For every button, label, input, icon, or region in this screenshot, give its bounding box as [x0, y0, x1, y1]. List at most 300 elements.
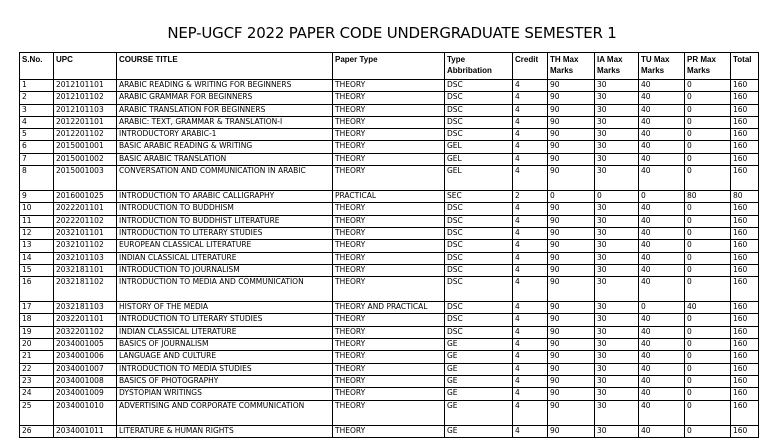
- table-cell: 24: [20, 388, 54, 400]
- column-header: PR Max Marks: [685, 53, 731, 80]
- table-cell: 40: [639, 326, 685, 338]
- table-cell: THEORY: [333, 92, 445, 104]
- table-cell: 4: [513, 227, 548, 239]
- table-cell: 160: [731, 80, 759, 92]
- table-cell: 2012101102: [54, 92, 117, 104]
- table-cell: THEORY: [333, 339, 445, 351]
- table-cell: 40: [639, 400, 685, 425]
- table-row: [20, 129, 759, 141]
- table-cell: 2032201102: [54, 326, 117, 338]
- table-cell: 0: [548, 191, 595, 203]
- table-cell: 2022201102: [54, 215, 117, 227]
- table-cell: 9: [20, 191, 54, 203]
- table-cell: DYSTOPIAN WRITINGS: [117, 388, 333, 400]
- table-cell: GE: [445, 400, 513, 425]
- table-row: [20, 277, 759, 302]
- table-cell: 80: [731, 191, 759, 203]
- table-cell: 30: [595, 302, 639, 314]
- table-cell: ARABIC READING & WRITING FOR BEGINNERS: [117, 80, 333, 92]
- table-cell: GE: [445, 375, 513, 387]
- table-cell: 40: [639, 351, 685, 363]
- column-header: Credit: [513, 53, 548, 80]
- table-cell: 90: [548, 425, 595, 437]
- table-cell: 160: [731, 363, 759, 375]
- table-cell: DSC: [445, 277, 513, 302]
- table-cell: 23: [20, 375, 54, 387]
- table-cell: INTRODUCTION TO LITERARY STUDIES: [117, 314, 333, 326]
- table-cell: 160: [731, 277, 759, 302]
- table-cell: 30: [595, 375, 639, 387]
- table-cell: CONVERSATION AND COMMUNICATION IN ARABIC: [117, 166, 333, 191]
- table-cell: 2015001001: [54, 141, 117, 153]
- table-cell: 30: [595, 104, 639, 116]
- table-cell: 1: [20, 80, 54, 92]
- table-cell: 90: [548, 252, 595, 264]
- table-cell: 40: [639, 203, 685, 215]
- table-cell: 0: [685, 388, 731, 400]
- table-row: [20, 351, 759, 363]
- table-cell: 2034001005: [54, 339, 117, 351]
- table-cell: ARABIC TRANSLATION FOR BEGINNERS: [117, 104, 333, 116]
- table-cell: 30: [595, 277, 639, 302]
- table-row: [20, 153, 759, 165]
- table-cell: 0: [685, 264, 731, 276]
- table-cell: 4: [513, 302, 548, 314]
- table-cell: LANGUAGE AND CULTURE: [117, 351, 333, 363]
- table-cell: 4: [513, 351, 548, 363]
- table-cell: 90: [548, 302, 595, 314]
- table-cell: 30: [595, 92, 639, 104]
- table-cell: 30: [595, 215, 639, 227]
- table-cell: 4: [513, 264, 548, 276]
- table-cell: 6: [20, 141, 54, 153]
- page-title: NEP-UGCF 2022 PAPER CODE UNDERGRADUATE SEMESTER 1: [167, 24, 617, 42]
- table-cell: INTRODUCTION TO BUDDHIST LITERATURE: [117, 215, 333, 227]
- table-cell: 0: [685, 153, 731, 165]
- table-cell: 2032181102: [54, 277, 117, 302]
- table-row: [20, 252, 759, 264]
- table-row: [20, 363, 759, 375]
- table-cell: 2034001009: [54, 388, 117, 400]
- table-cell: ADVERTISING AND CORPORATE COMMUNICATION: [117, 400, 333, 425]
- table-cell: DSC: [445, 116, 513, 128]
- table-cell: 4: [513, 388, 548, 400]
- table-cell: 90: [548, 141, 595, 153]
- table-cell: 40: [639, 129, 685, 141]
- table-cell: 90: [548, 363, 595, 375]
- table-cell: 160: [731, 153, 759, 165]
- table-cell: GE: [445, 339, 513, 351]
- table-cell: 160: [731, 203, 759, 215]
- table-row: [20, 116, 759, 128]
- table-cell: 30: [595, 153, 639, 165]
- table-cell: 4: [513, 240, 548, 252]
- table-cell: 4: [513, 326, 548, 338]
- table-cell: THEORY: [333, 227, 445, 239]
- table-cell: 0: [685, 400, 731, 425]
- table-cell: 0: [685, 252, 731, 264]
- table-cell: 4: [513, 129, 548, 141]
- table-cell: 40: [685, 302, 731, 314]
- table-cell: 40: [639, 104, 685, 116]
- table-row: [20, 215, 759, 227]
- table-cell: 8: [20, 166, 54, 191]
- table-cell: 30: [595, 252, 639, 264]
- table-cell: 21: [20, 351, 54, 363]
- table-row: [20, 375, 759, 387]
- table-cell: 2034001010: [54, 400, 117, 425]
- table-cell: EUROPEAN CLASSICAL LITERATURE: [117, 240, 333, 252]
- table-cell: INTRODUCTION TO MEDIA STUDIES: [117, 363, 333, 375]
- table-cell: 90: [548, 375, 595, 387]
- column-header: Total: [731, 53, 759, 80]
- table-cell: THEORY: [333, 116, 445, 128]
- table-cell: ARABIC: TEXT, GRAMMAR & TRANSLATION-I: [117, 116, 333, 128]
- table-cell: BASIC ARABIC READING & WRITING: [117, 141, 333, 153]
- table-cell: 90: [548, 80, 595, 92]
- table-cell: 30: [595, 339, 639, 351]
- table-cell: 40: [639, 252, 685, 264]
- table-cell: 40: [639, 116, 685, 128]
- table-cell: 90: [548, 351, 595, 363]
- table-cell: 2032181101: [54, 264, 117, 276]
- table-cell: DSC: [445, 264, 513, 276]
- table-cell: 90: [548, 116, 595, 128]
- table-cell: 40: [639, 425, 685, 437]
- table-cell: 4: [513, 314, 548, 326]
- table-cell: 0: [685, 351, 731, 363]
- table-cell: INDIAN CLASSICAL LITERATURE: [117, 252, 333, 264]
- table-row: [20, 104, 759, 116]
- table-cell: 4: [513, 277, 548, 302]
- table-cell: 4: [513, 425, 548, 437]
- table-cell: 30: [595, 264, 639, 276]
- table-cell: 0: [685, 227, 731, 239]
- table-cell: 160: [731, 227, 759, 239]
- table-cell: INTRODUCTION TO BUDDHISM: [117, 203, 333, 215]
- table-cell: 160: [731, 302, 759, 314]
- table-cell: 2015001002: [54, 153, 117, 165]
- table-cell: 22: [20, 363, 54, 375]
- table-cell: 5: [20, 129, 54, 141]
- table-cell: 40: [639, 227, 685, 239]
- table-cell: 40: [639, 166, 685, 191]
- table-cell: 2016001025: [54, 191, 117, 203]
- table-cell: 90: [548, 166, 595, 191]
- table-cell: 4: [513, 153, 548, 165]
- table-cell: 0: [685, 363, 731, 375]
- table-cell: 30: [595, 166, 639, 191]
- table-cell: 19: [20, 326, 54, 338]
- table-cell: BASIC ARABIC TRANSLATION: [117, 153, 333, 165]
- table-cell: 0: [685, 166, 731, 191]
- table-cell: 40: [639, 240, 685, 252]
- column-header: Paper Type: [333, 53, 445, 80]
- table-cell: 30: [595, 203, 639, 215]
- table-cell: 15: [20, 264, 54, 276]
- table-cell: GE: [445, 425, 513, 437]
- table-cell: DSC: [445, 326, 513, 338]
- table-cell: 16: [20, 277, 54, 302]
- table-cell: 90: [548, 277, 595, 302]
- table-cell: GEL: [445, 141, 513, 153]
- table-cell: 13: [20, 240, 54, 252]
- table-cell: 160: [731, 351, 759, 363]
- table-cell: 40: [639, 80, 685, 92]
- paper-code-table: [19, 52, 759, 438]
- table-cell: 4: [513, 80, 548, 92]
- table-cell: 4: [20, 116, 54, 128]
- table-cell: 0: [685, 277, 731, 302]
- table-cell: 2034001006: [54, 351, 117, 363]
- table-cell: 3: [20, 104, 54, 116]
- table-cell: 2032201101: [54, 314, 117, 326]
- table-cell: 0: [685, 425, 731, 437]
- table-cell: DSC: [445, 240, 513, 252]
- table-row: [20, 166, 759, 191]
- table-cell: 2012101101: [54, 80, 117, 92]
- table-cell: 160: [731, 129, 759, 141]
- table-cell: 4: [513, 252, 548, 264]
- table-cell: DSC: [445, 215, 513, 227]
- table-cell: 4: [513, 166, 548, 191]
- table-row: [20, 191, 759, 203]
- table-cell: 90: [548, 104, 595, 116]
- table-cell: 2034001008: [54, 375, 117, 387]
- table-cell: 90: [548, 388, 595, 400]
- table-cell: 90: [548, 203, 595, 215]
- table-cell: 0: [685, 203, 731, 215]
- table-cell: 2012201102: [54, 129, 117, 141]
- table-cell: 90: [548, 339, 595, 351]
- table-cell: 2012101103: [54, 104, 117, 116]
- table-cell: INTRODUCTION TO LITERARY STUDIES: [117, 227, 333, 239]
- table-cell: 20: [20, 339, 54, 351]
- table-cell: INDIAN CLASSICAL LITERATURE: [117, 326, 333, 338]
- table-cell: DSC: [445, 314, 513, 326]
- table-cell: 160: [731, 104, 759, 116]
- table-cell: 160: [731, 215, 759, 227]
- table-row: [20, 227, 759, 239]
- table-cell: THEORY: [333, 326, 445, 338]
- table-cell: 4: [513, 375, 548, 387]
- table-row: [20, 264, 759, 276]
- table-cell: 4: [513, 339, 548, 351]
- table-cell: 40: [639, 375, 685, 387]
- table-cell: DSC: [445, 92, 513, 104]
- table-cell: 90: [548, 227, 595, 239]
- table-cell: 40: [639, 215, 685, 227]
- table-cell: THEORY: [333, 240, 445, 252]
- table-cell: 0: [685, 92, 731, 104]
- table-cell: 2032181103: [54, 302, 117, 314]
- table-cell: GE: [445, 351, 513, 363]
- column-header: UPC: [54, 53, 117, 80]
- table-cell: 40: [639, 141, 685, 153]
- table-cell: 40: [639, 153, 685, 165]
- table-cell: GE: [445, 363, 513, 375]
- table-cell: 160: [731, 425, 759, 437]
- table-cell: LITERATURE & HUMAN RIGHTS: [117, 425, 333, 437]
- column-header: TU Max Marks: [639, 53, 685, 80]
- table-cell: 30: [595, 388, 639, 400]
- table-cell: THEORY: [333, 351, 445, 363]
- table-cell: 40: [639, 314, 685, 326]
- table-cell: 0: [595, 191, 639, 203]
- table-cell: 160: [731, 326, 759, 338]
- table-cell: 40: [639, 92, 685, 104]
- table-cell: THEORY: [333, 252, 445, 264]
- table-cell: 30: [595, 116, 639, 128]
- table-cell: 30: [595, 351, 639, 363]
- table-cell: 4: [513, 104, 548, 116]
- table-cell: 90: [548, 400, 595, 425]
- table-cell: 160: [731, 116, 759, 128]
- table-row: [20, 339, 759, 351]
- table-cell: 4: [513, 363, 548, 375]
- table-cell: 0: [685, 141, 731, 153]
- table-row: [20, 388, 759, 400]
- table-row: [20, 314, 759, 326]
- table-cell: BASICS OF PHOTOGRAPHY: [117, 375, 333, 387]
- column-header: S.No.: [20, 53, 54, 80]
- table-row: [20, 92, 759, 104]
- table-cell: 160: [731, 264, 759, 276]
- table-cell: DSC: [445, 80, 513, 92]
- table-cell: 30: [595, 129, 639, 141]
- table-cell: 4: [513, 203, 548, 215]
- table-cell: 160: [731, 92, 759, 104]
- table-cell: 160: [731, 141, 759, 153]
- table-cell: 17: [20, 302, 54, 314]
- table-row: [20, 425, 759, 437]
- table-cell: THEORY: [333, 363, 445, 375]
- table-cell: THEORY: [333, 129, 445, 141]
- table-cell: 40: [639, 264, 685, 276]
- table-cell: 4: [513, 400, 548, 425]
- table-row: [20, 240, 759, 252]
- table-cell: THEORY AND PRACTICAL: [333, 302, 445, 314]
- table-cell: 0: [685, 240, 731, 252]
- table-body: [20, 80, 759, 438]
- table-cell: 0: [639, 302, 685, 314]
- table-cell: 0: [685, 104, 731, 116]
- table-cell: 90: [548, 264, 595, 276]
- table-cell: 2034001007: [54, 363, 117, 375]
- table-cell: 40: [639, 277, 685, 302]
- table-row: [20, 203, 759, 215]
- table-cell: THEORY: [333, 264, 445, 276]
- column-header: IA Max Marks: [595, 53, 639, 80]
- table-cell: 30: [595, 80, 639, 92]
- table-cell: 160: [731, 240, 759, 252]
- table-cell: DSC: [445, 252, 513, 264]
- table-cell: THEORY: [333, 400, 445, 425]
- table-cell: 11: [20, 215, 54, 227]
- table-cell: DSC: [445, 203, 513, 215]
- table-cell: 90: [548, 215, 595, 227]
- table-row: [20, 326, 759, 338]
- table-cell: 4: [513, 215, 548, 227]
- table-cell: 4: [513, 141, 548, 153]
- table-cell: THEORY: [333, 375, 445, 387]
- table-cell: THEORY: [333, 153, 445, 165]
- table-cell: 90: [548, 129, 595, 141]
- table-cell: 0: [685, 339, 731, 351]
- table-cell: 30: [595, 400, 639, 425]
- table-cell: 160: [731, 314, 759, 326]
- table-cell: THEORY: [333, 215, 445, 227]
- table-cell: 2: [20, 92, 54, 104]
- table-cell: 0: [685, 375, 731, 387]
- table-cell: THEORY: [333, 277, 445, 302]
- table-cell: DSC: [445, 129, 513, 141]
- table-cell: 25: [20, 400, 54, 425]
- table-cell: 30: [595, 326, 639, 338]
- table-cell: 90: [548, 326, 595, 338]
- table-row: [20, 302, 759, 314]
- table-cell: 30: [595, 240, 639, 252]
- table-cell: DSC: [445, 302, 513, 314]
- table-cell: THEORY: [333, 80, 445, 92]
- table-cell: GEL: [445, 153, 513, 165]
- table-row: [20, 400, 759, 425]
- table-cell: 2032101101: [54, 227, 117, 239]
- table-cell: 7: [20, 153, 54, 165]
- table-cell: ARABIC GRAMMAR FOR BEGINNERS: [117, 92, 333, 104]
- table-cell: 40: [639, 363, 685, 375]
- table-cell: 0: [685, 314, 731, 326]
- table-cell: 160: [731, 375, 759, 387]
- table-cell: 4: [513, 92, 548, 104]
- table-cell: SEC: [445, 191, 513, 203]
- table-cell: 160: [731, 339, 759, 351]
- table-cell: 2015001003: [54, 166, 117, 191]
- table-cell: THEORY: [333, 166, 445, 191]
- table-cell: 80: [685, 191, 731, 203]
- table-cell: 40: [639, 388, 685, 400]
- table-cell: 0: [685, 326, 731, 338]
- table-cell: 160: [731, 400, 759, 425]
- table-cell: THEORY: [333, 104, 445, 116]
- column-header: TH Max Marks: [548, 53, 595, 80]
- table-cell: 2032101103: [54, 252, 117, 264]
- table-cell: 160: [731, 252, 759, 264]
- table-cell: 0: [685, 116, 731, 128]
- table-cell: INTRODUCTION TO ARABIC CALLIGRAPHY: [117, 191, 333, 203]
- table-cell: HISTORY OF THE MEDIA: [117, 302, 333, 314]
- table-cell: GE: [445, 388, 513, 400]
- table-cell: 10: [20, 203, 54, 215]
- table-cell: 30: [595, 227, 639, 239]
- table-cell: 14: [20, 252, 54, 264]
- table-cell: 30: [595, 363, 639, 375]
- table-cell: 2032101102: [54, 240, 117, 252]
- table-cell: 90: [548, 240, 595, 252]
- table-row: [20, 80, 759, 92]
- table-cell: 0: [685, 215, 731, 227]
- table-cell: 2034001011: [54, 425, 117, 437]
- table-cell: PRACTICAL: [333, 191, 445, 203]
- table-cell: 90: [548, 153, 595, 165]
- table-cell: 4: [513, 116, 548, 128]
- table-cell: 12: [20, 227, 54, 239]
- column-header: COURSE TITLE: [117, 53, 333, 80]
- table-cell: DSC: [445, 227, 513, 239]
- table-cell: THEORY: [333, 203, 445, 215]
- table-cell: 160: [731, 388, 759, 400]
- header-row: [20, 53, 759, 80]
